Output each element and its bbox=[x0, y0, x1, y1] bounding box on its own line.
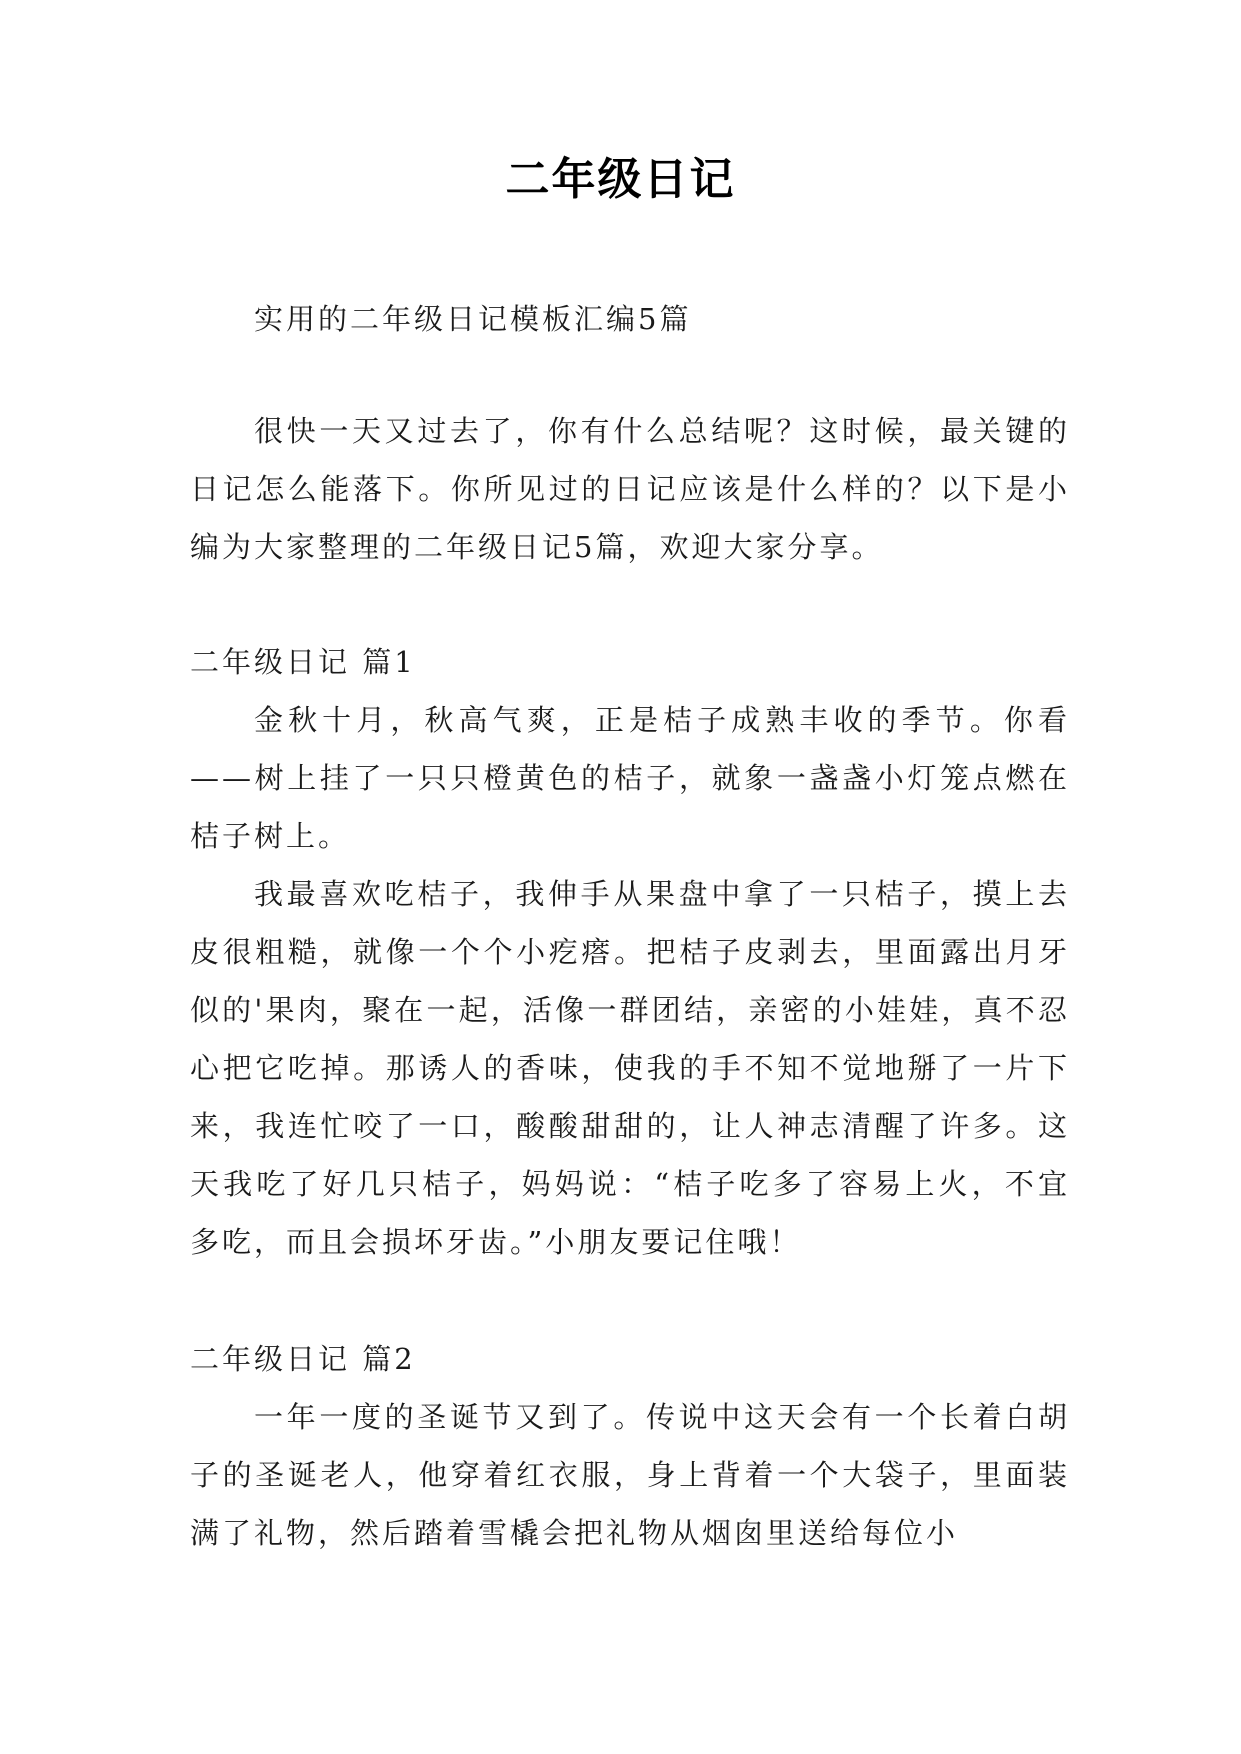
section-paragraph: 一年一度的圣诞节又到了。传说中这天会有一个长着白胡子的圣诞老人，他穿着红衣服，身上背着一个大袋子，里面装满了礼物，然后踏着雪橇会把礼物从烟囱里送给每位小 bbox=[190, 1400, 1070, 1550]
intro-text: 很快一天又过去了，你有什么总结呢？这时候，最关键的日记怎么能落下。你所见过的日记应该是什么样的？以下是小编为大家整理的二年级日记5篇，欢迎大家分享。 bbox=[190, 414, 1070, 564]
subtitle-text: 实用的二年级日记模板汇编5篇 bbox=[254, 302, 692, 336]
section-heading: 二年级日记 篇1 bbox=[190, 645, 416, 679]
document-subtitle bbox=[190, 290, 1070, 348]
section-paragraph: 金秋十月，秋高气爽，正是桔子成熟丰收的季节。你看——树上挂了一只只橙黄色的桔子，就象一盏盏小灯笼点燃在桔子树上。 bbox=[190, 703, 1070, 853]
diary-section-2 bbox=[190, 1330, 1070, 1562]
intro-paragraph bbox=[190, 402, 1070, 576]
section-paragraph: 我最喜欢吃桔子，我伸手从果盘中拿了一只桔子，摸上去皮很粗糙，就像一个个小疙瘩。把桔子皮剥去，里面露出月牙似的'果肉，聚在一起，活像一群团结，亲密的小娃娃，真不忍心把它吃掉。那诱人的香味，使我的手不知不觉地掰了一片下来，我连忙咬了一口，酸酸甜甜的，让人神志清醒了许多。这天我吃了好几只桔子，妈妈说：“桔子吃多了容易上火，不宜多吃，而且会损坏牙齿。”小朋友要记住哦！ bbox=[190, 877, 1070, 1259]
document-title: 二年级日记 bbox=[505, 154, 736, 205]
diary-section-1 bbox=[190, 633, 1070, 1271]
section-heading: 二年级日记 篇2 bbox=[190, 1342, 416, 1376]
